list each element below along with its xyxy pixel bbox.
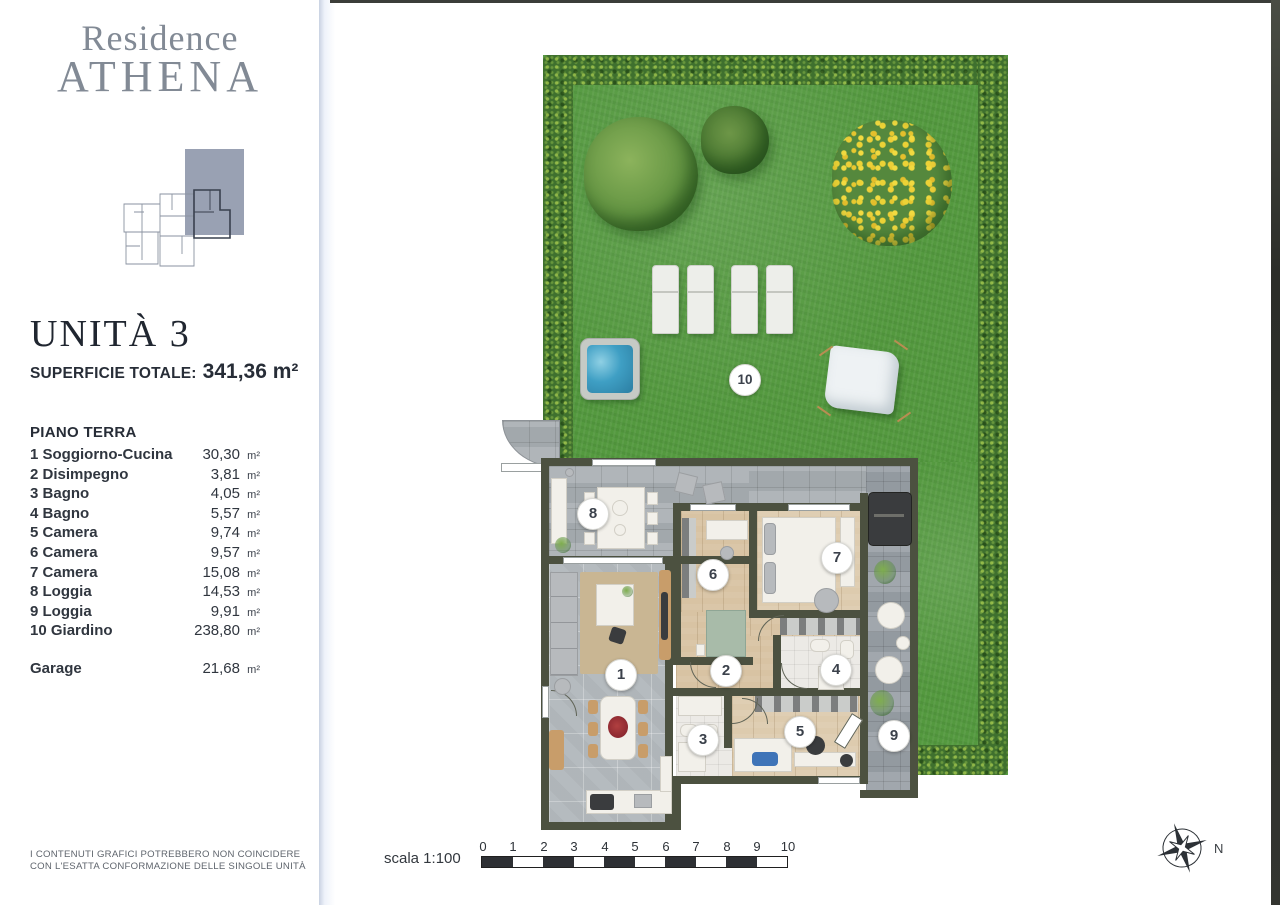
- table-setting: [614, 524, 626, 536]
- brand-logo: [0, 20, 320, 100]
- siteplan-building-outlines: [124, 194, 194, 266]
- room-badge: 4: [820, 654, 852, 686]
- sidebar: [0, 0, 320, 905]
- outdoor-chair: [647, 492, 658, 505]
- hedge-top: [543, 55, 1008, 85]
- hot-tub: [580, 338, 640, 400]
- wall: [673, 776, 681, 830]
- brand-line-residence: Residence: [81, 18, 239, 58]
- dining-chair: [588, 722, 598, 736]
- wall: [749, 610, 868, 618]
- lounge-chair: [702, 481, 726, 505]
- scan-edge-top: [330, 0, 1280, 3]
- potted-plant: [870, 690, 894, 716]
- scale-tick: 8: [723, 839, 731, 854]
- room-area: 9,91: [210, 602, 240, 620]
- room-row: [30, 446, 260, 466]
- room-area: 4,05: [210, 485, 240, 503]
- desk: [706, 520, 748, 540]
- tree: [701, 106, 769, 174]
- room-area: 30,30: [202, 446, 240, 463]
- kitchen-sink: [634, 794, 652, 808]
- cooktop: [590, 794, 614, 810]
- room-row: [30, 544, 260, 564]
- garage-unit: m²: [247, 663, 260, 676]
- room-badge: 5: [784, 716, 816, 748]
- window: [788, 504, 850, 511]
- room-unit: m²: [247, 489, 260, 502]
- wall: [724, 696, 732, 748]
- dining-chair: [588, 700, 598, 714]
- room-area: 9,74: [210, 524, 240, 542]
- side-table: [896, 636, 910, 650]
- wall-lamp: [565, 468, 574, 477]
- room-badge: 1: [605, 659, 637, 691]
- counter-strip: [780, 618, 860, 635]
- surface-value: 341,36 m²: [202, 360, 299, 383]
- desk-chair: [720, 546, 734, 560]
- room-list: [30, 424, 260, 680]
- room-area: 14,53: [202, 583, 240, 601]
- unit-title: UNITÀ 3: [30, 313, 191, 355]
- sofa: [550, 572, 578, 676]
- bbq-grill: [868, 492, 912, 546]
- hedge-right: [978, 55, 1008, 755]
- room-unit: m²: [247, 547, 260, 560]
- disclaimer: [30, 849, 306, 873]
- room-badge: 3: [687, 724, 719, 756]
- scale-tick: 10: [780, 839, 796, 854]
- room-name: Camera: [42, 563, 98, 581]
- room-badge: 8: [577, 498, 609, 530]
- room-area: 238,80: [194, 622, 240, 640]
- room-num: 10: [30, 622, 47, 640]
- room-row: [30, 524, 260, 544]
- room-name: Bagno: [42, 504, 90, 522]
- garage-area: 21,68: [202, 659, 240, 677]
- scale-tick: 1: [509, 839, 517, 854]
- room-num: 1: [30, 446, 39, 463]
- scale-bar: [481, 856, 788, 868]
- dining-chair: [638, 744, 648, 758]
- wall: [773, 635, 781, 695]
- blue-pillow: [752, 752, 778, 766]
- dining-chair: [638, 722, 648, 736]
- scale-tick: 6: [662, 839, 670, 854]
- outdoor-sofa: [551, 478, 567, 544]
- room-name: Camera: [42, 524, 98, 542]
- room-num: 2: [30, 465, 39, 483]
- room-row: [30, 622, 260, 642]
- room-num: 4: [30, 504, 39, 522]
- room-num: 7: [30, 563, 39, 581]
- table-setting: [612, 500, 628, 516]
- tv: [661, 592, 668, 640]
- garden-door: [592, 459, 656, 466]
- compass-star: [1152, 818, 1215, 880]
- bathroom-cabinet: [678, 696, 722, 716]
- room-name: Loggia: [42, 583, 92, 601]
- desk-plant: [622, 586, 633, 597]
- surface-label: SUPERFICIE TOTALE:: [30, 365, 197, 382]
- dining-chair: [638, 700, 648, 714]
- potted-plant: [874, 560, 896, 584]
- room-area: 5,57: [210, 504, 240, 522]
- room-badge: 2: [710, 655, 742, 687]
- garage-name: Garage: [30, 659, 82, 677]
- hedge-bottom: [915, 745, 1008, 775]
- room-row: [30, 603, 260, 623]
- window: [563, 557, 663, 564]
- disclaimer-line: I CONTENUTI GRAFICI POTREBBERO NON COINCIDERE: [30, 849, 301, 860]
- scale-tick: 5: [631, 839, 639, 854]
- sun-lounger: [652, 265, 679, 334]
- outdoor-chair: [647, 532, 658, 545]
- garden-lawn: [543, 55, 1008, 462]
- room-num: 5: [30, 524, 39, 542]
- outdoor-chair: [584, 532, 595, 545]
- sun-lounger: [731, 265, 758, 334]
- wall: [541, 822, 681, 830]
- bed: [706, 610, 746, 657]
- round-chair: [875, 656, 903, 684]
- compass-rose: [1152, 818, 1236, 880]
- room-name: Soggiorno-Cucina: [42, 446, 173, 463]
- armchair: [814, 588, 839, 613]
- room-num: 3: [30, 485, 39, 503]
- potted-plant: [555, 537, 571, 553]
- brand-line-athena: ATHENA: [57, 51, 263, 101]
- garage-row: [30, 660, 260, 680]
- window: [542, 686, 549, 718]
- sun-lounger: [766, 265, 793, 334]
- scan-edge-right: [1271, 0, 1280, 905]
- room-unit: m²: [247, 567, 260, 580]
- scale-tick: 0: [479, 839, 487, 854]
- room-name: Giardino: [50, 622, 113, 640]
- room-row: [30, 505, 260, 525]
- picnic-blanket: [823, 345, 900, 415]
- room-area: 15,08: [202, 563, 240, 581]
- scale-tick: 3: [570, 839, 578, 854]
- bathroom-sink: [810, 639, 830, 652]
- page-fold-shadow: [319, 0, 335, 905]
- room-row: [30, 564, 260, 584]
- scale-tick: 2: [540, 839, 548, 854]
- sun-lounger: [687, 265, 714, 334]
- room-num: 8: [30, 583, 39, 601]
- room-unit: m²: [247, 606, 260, 619]
- room-unit: m²: [247, 528, 260, 541]
- room-badge: 9: [878, 720, 910, 752]
- wall: [673, 503, 681, 665]
- room-num: 9: [30, 602, 39, 620]
- room-num: 6: [30, 543, 39, 561]
- hedge-left: [543, 55, 573, 462]
- pillow: [764, 562, 776, 594]
- room-unit: m²: [247, 626, 260, 639]
- flowering-shrub: [832, 120, 952, 246]
- outdoor-chair: [647, 512, 658, 525]
- room-unit: m²: [247, 450, 260, 462]
- site-plan-thumbnail: [112, 142, 252, 282]
- north-label: N: [1214, 841, 1224, 856]
- scale-label: scala 1:100: [384, 850, 461, 867]
- room-unit: m²: [247, 508, 260, 521]
- dining-chair: [588, 744, 598, 758]
- surface-total: [30, 360, 298, 384]
- room-badge: 7: [821, 542, 853, 574]
- room-badge: 10: [729, 364, 761, 396]
- nightstand: [696, 644, 705, 656]
- wall: [749, 503, 757, 615]
- room-unit: m²: [247, 469, 260, 482]
- room-badge: 6: [697, 559, 729, 591]
- ottoman: [554, 678, 571, 695]
- wall: [860, 493, 868, 776]
- room-name: Camera: [42, 543, 98, 561]
- bench: [549, 730, 564, 770]
- scale-tick: 9: [753, 839, 761, 854]
- wardrobe-strip: [755, 696, 858, 712]
- disclaimer-line: CON L'ESATTA CONFORMAZIONE DELLE SINGOLE UNITÀ: [30, 860, 306, 872]
- room-name: Loggia: [42, 602, 92, 620]
- room-unit: m²: [247, 587, 260, 600]
- scale-tick: 7: [692, 839, 700, 854]
- round-chair: [877, 602, 905, 629]
- scale-tick: 4: [601, 839, 609, 854]
- floor-heading: PIANO TERRA: [30, 424, 137, 441]
- room-row: [30, 466, 260, 486]
- window: [818, 777, 860, 784]
- tree: [584, 117, 698, 231]
- flower-centerpiece: [608, 716, 628, 738]
- room-name: Bagno: [42, 485, 90, 503]
- pillow: [764, 523, 776, 555]
- room-name: Disimpegno: [42, 465, 129, 483]
- room-area: 9,57: [210, 543, 240, 561]
- bbq-handle: [874, 514, 904, 517]
- room-area: 3,81: [210, 465, 240, 483]
- kitchen-cabinet: [660, 756, 672, 792]
- hot-tub-water: [587, 345, 633, 393]
- speaker: [840, 754, 853, 767]
- room-row: [30, 583, 260, 603]
- wall: [541, 458, 549, 830]
- room-row: [30, 485, 260, 505]
- wall: [860, 790, 918, 798]
- window: [690, 504, 736, 511]
